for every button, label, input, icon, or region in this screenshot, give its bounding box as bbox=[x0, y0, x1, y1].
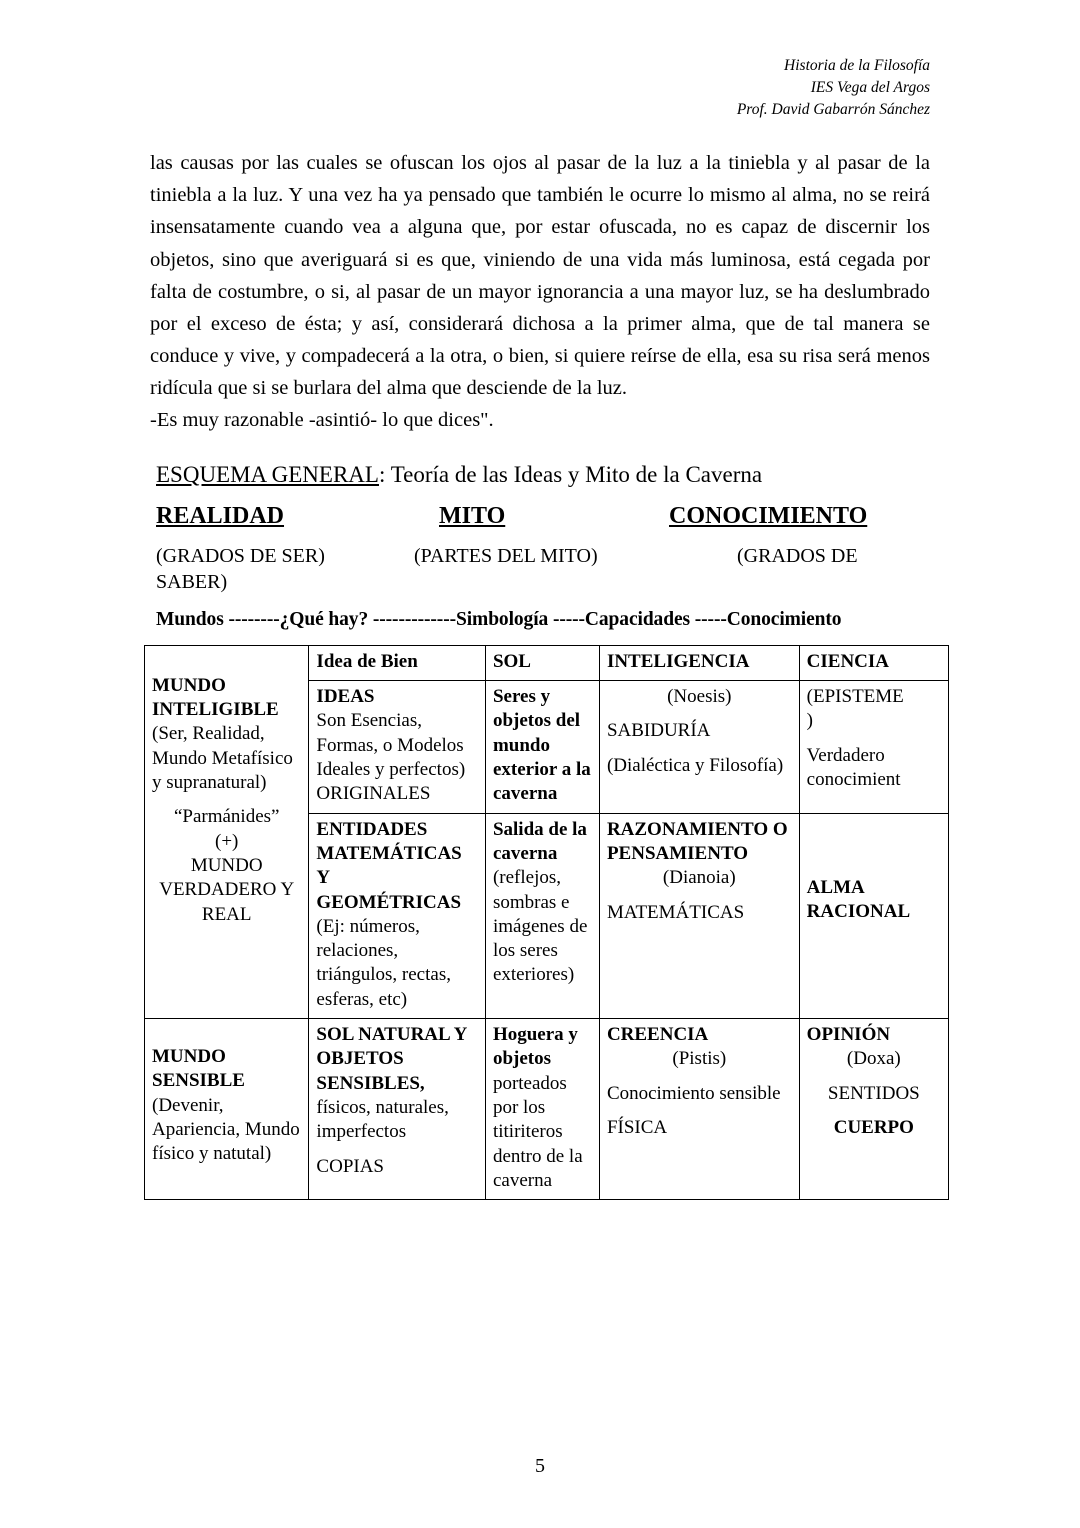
cell-mundo-sensible bbox=[145, 1019, 309, 1200]
cell-idea-de-bien: Idea de Bien bbox=[309, 645, 486, 680]
dialogue-line: -Es muy razonable -asintió- lo que dices". bbox=[150, 409, 494, 432]
cell-seres-objetos: Seres y objetos del mundo exterior a la caverna bbox=[485, 681, 599, 814]
cell-parmenides-quote: “Parmánides” bbox=[173, 806, 280, 828]
cell-salida-title: Salida de la caverna bbox=[492, 818, 587, 864]
cell-sentidos: SENTIDOS bbox=[827, 1082, 920, 1104]
cell-mundo-sensible-sub: (Devenir, Apariencia, Mundo físico y natutal) bbox=[152, 1094, 300, 1165]
cell-fisica: FÍSICA bbox=[606, 1117, 668, 1139]
cell-conocimiento-sensible: Conocimiento sensible bbox=[606, 1082, 781, 1104]
cell-dianoia: (Dianoia) bbox=[662, 867, 736, 889]
cell-ideas bbox=[309, 681, 486, 814]
cell-mundo-sensible-title: MUNDO SENSIBLE bbox=[152, 1046, 245, 1092]
subheading-partes-del-mito: (PARTES DEL MITO) bbox=[414, 544, 598, 567]
cell-razonamiento bbox=[599, 813, 799, 1019]
cell-dialectica: (Dialéctica y Filosofía) bbox=[606, 754, 784, 776]
section-title-underlined: ESQUEMA GENERAL bbox=[156, 461, 379, 487]
body-paragraph bbox=[150, 147, 930, 404]
header-line-course: Historia de la Filosofía bbox=[784, 57, 930, 74]
table-row bbox=[145, 1019, 949, 1200]
cell-opinion-title: OPINIÓN bbox=[806, 1024, 891, 1046]
cell-razonamiento-title: RAZONAMIENTO O PENSAMIENTO bbox=[606, 818, 788, 864]
cell-doxa: (Doxa) bbox=[846, 1048, 901, 1070]
cell-episteme-label: (EPISTEME bbox=[806, 686, 904, 708]
cell-sol-natural-title: SOL NATURAL Y OBJETOS SENSIBLES, bbox=[316, 1024, 467, 1094]
heading-conocimiento: CONOCIMIENTO bbox=[669, 502, 868, 529]
cell-pistis: (Pistis) bbox=[672, 1048, 727, 1070]
cell-entidades-title: ENTIDADES MATEMÁTICAS Y GEOMÉTRICAS bbox=[316, 818, 462, 913]
cell-salida-body: (reflejos, sombras e imágenes de los seres exteriores) bbox=[492, 867, 588, 986]
cell-creencia-title: CREENCIA bbox=[606, 1024, 709, 1046]
cell-sol-natural-body: físicos, naturales, imperfectos bbox=[316, 1097, 449, 1143]
cell-salida-caverna bbox=[485, 813, 599, 1019]
schema-table bbox=[144, 645, 949, 1201]
flow-line: Mundos --------¿Qué hay? -------------Simbología -----Capacidades -----Conocimiento bbox=[156, 608, 842, 630]
cell-entidades-matematicas bbox=[309, 813, 486, 1019]
heading-mito: MITO bbox=[439, 502, 506, 529]
cell-ideas-body: Son Esencias, Formas, o Modelos Ideales y perfectos) bbox=[316, 710, 466, 780]
header-line-professor: Prof. David Gabarrón Sánchez bbox=[736, 101, 930, 118]
column-subheadings bbox=[156, 545, 930, 597]
cell-verdadero-conocimiento: Verdadero conocimient bbox=[806, 744, 901, 790]
cell-sol-natural bbox=[309, 1019, 486, 1200]
header-line-school: IES Vega del Argos bbox=[810, 79, 930, 96]
paragraph-text: las causas por las cuales se ofuscan los ojos al pasar de la luz a la tiniebla y al pasar de la tiniebla a la luz. Y una vez ha ya pensado que también le ocurre lo mismo al alma, no se reirá insensatamente cuando vea a alguna que, por estar ofuscada, no es capaz de discernir los objetos, sino que averiguará si es que, viniendo de una vida más luminosa, está cegada por falta de costumbre, o si, al pasar de un mayor ignorancia a una mayor luz, se ha deslumbrado por el exceso de ésta; y así, considerará dichosa a la primer alma, que de tal manera se conduce y vive, y compadecerá a la otra, o bien, si quiere reírse de ella, esa su risa será menos ridícula que si se burlara del alma que desciende de la luz. bbox=[150, 152, 930, 400]
cell-episteme-paren: ) bbox=[806, 710, 813, 732]
cell-opinion bbox=[799, 1019, 948, 1200]
cell-copias: COPIAS bbox=[316, 1155, 384, 1177]
cell-hoguera bbox=[485, 1019, 599, 1200]
table-row bbox=[145, 645, 949, 680]
page-header bbox=[150, 55, 930, 121]
cell-matematicas: MATEMÁTICAS bbox=[606, 901, 745, 923]
column-headings bbox=[156, 503, 930, 537]
cell-mundo-inteligible-title: MUNDO INTELIGIBLE bbox=[152, 674, 279, 721]
section-title-rest: : Teoría de las Ideas y Mito de la Caverna bbox=[378, 461, 763, 487]
subheading-grados-de: (GRADOS DE bbox=[737, 544, 858, 567]
cell-plus-sign: (+) bbox=[215, 830, 239, 852]
cell-ciencia: CIENCIA bbox=[799, 645, 948, 680]
cell-noesis bbox=[599, 681, 799, 814]
cell-hoguera-title: Hoguera y objetos bbox=[492, 1024, 578, 1070]
cell-mundo-verdadero: MUNDO VERDADERO Y REAL bbox=[159, 854, 295, 925]
heading-realidad: REALIDAD bbox=[156, 502, 285, 529]
cell-alma-racional-title: ALMA RACIONAL bbox=[806, 876, 911, 922]
page-number: 5 bbox=[535, 1455, 545, 1477]
subheading-grados-de-ser: (GRADOS DE SER) bbox=[156, 544, 325, 567]
cell-creencia bbox=[599, 1019, 799, 1200]
subheading-saber: SABER) bbox=[156, 570, 228, 593]
cell-alma-racional bbox=[799, 813, 948, 1019]
cell-sol: SOL bbox=[485, 645, 599, 680]
section-title bbox=[156, 459, 930, 491]
cell-hoguera-body: porteados por los titiriteros dentro de la caverna bbox=[492, 1072, 583, 1191]
cell-ideas-title: IDEAS bbox=[316, 686, 375, 708]
cell-cuerpo: CUERPO bbox=[833, 1117, 914, 1139]
cell-mundo-inteligible-sub: (Ser, Realidad, Mundo Metafísico y supranatural) bbox=[152, 723, 293, 793]
cell-noesis-label: (Noesis) bbox=[667, 686, 732, 708]
cell-sabiduria: SABIDURÍA bbox=[606, 720, 711, 742]
cell-entidades-body: (Ej: números, relaciones, triángulos, rectas, esferas, etc) bbox=[316, 915, 451, 1010]
cell-ideas-originales: ORIGINALES bbox=[316, 783, 431, 805]
cell-mundo-inteligible bbox=[145, 645, 309, 1018]
cell-inteligencia: INTELIGENCIA bbox=[599, 645, 799, 680]
cell-episteme bbox=[799, 681, 948, 814]
